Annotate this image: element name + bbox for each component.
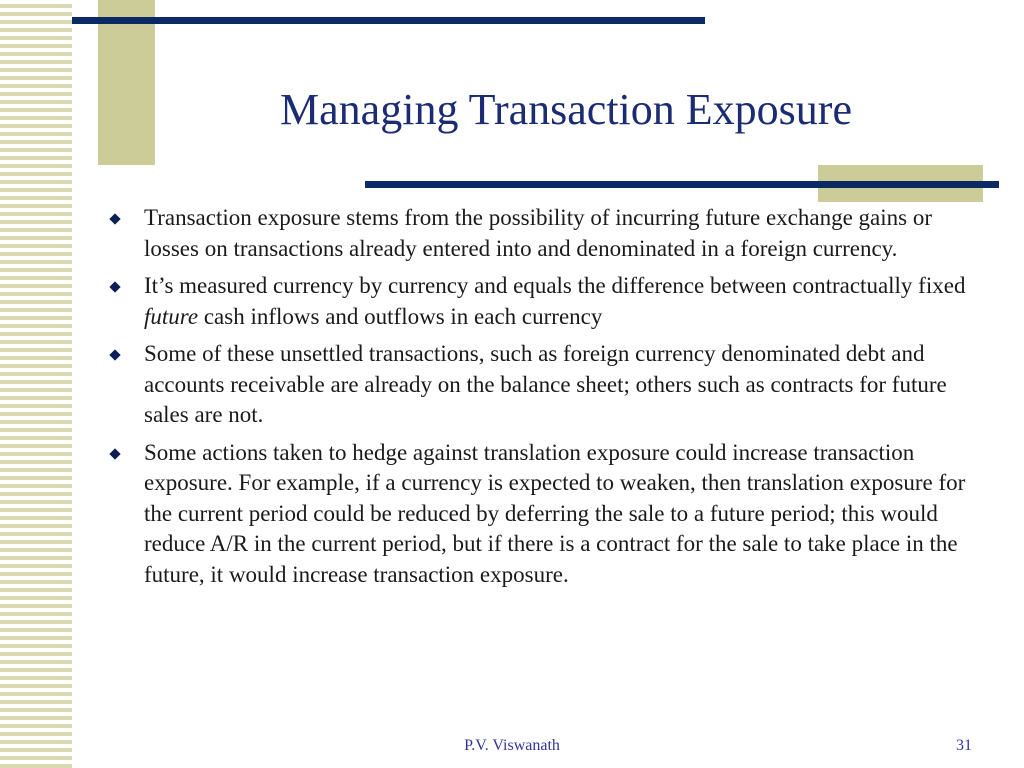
- bullet-text: Transaction exposure stems from the possibility of incurring future exchange gains or losses on transactions already entered into and denominated in a foreign currency.: [144, 205, 933, 261]
- decorative-block-top: [98, 0, 155, 165]
- diamond-bullet-icon: [109, 349, 120, 360]
- diamond-bullet-icon: [109, 281, 120, 292]
- footer-author: P.V. Viswanath: [464, 737, 560, 754]
- bullet-list: [108, 203, 978, 597]
- decorative-line-top: [72, 17, 705, 24]
- bullet-item: [108, 271, 978, 332]
- decorative-stripes: [0, 0, 72, 768]
- bullet-text: Some actions taken to hedge against translation exposure could increase transaction exposure. For example, if a currency is expected to weaken, then translation exposure for the current period could be reduced by deferring the sale to a future period; this would reduce A/R in the current period, but if there is a contract for the sale to take place in the future, it would increase transaction exposure.: [144, 439, 966, 587]
- bullet-text-before: It’s measured currency by currency and equals the difference between contractually fixed: [144, 273, 966, 298]
- bullet-item: [108, 339, 978, 431]
- bullet-text-after: cash inflows and outflows in each currency: [198, 303, 603, 329]
- page-number: 31: [956, 737, 972, 754]
- slide-title: Managing Transaction Exposure: [280, 85, 852, 134]
- diamond-bullet-icon: [109, 213, 120, 224]
- decorative-line-right: [365, 181, 999, 188]
- diamond-bullet-icon: [109, 448, 120, 459]
- bullet-item: [108, 203, 978, 264]
- bullet-italic-word: future: [144, 303, 199, 329]
- bullet-text: Some of these unsettled transactions, such as foreign currency denominated debt and accounts receivable are already on the balance sheet; others such as contracts for future sales are not.: [144, 341, 947, 427]
- bullet-item: [108, 438, 978, 591]
